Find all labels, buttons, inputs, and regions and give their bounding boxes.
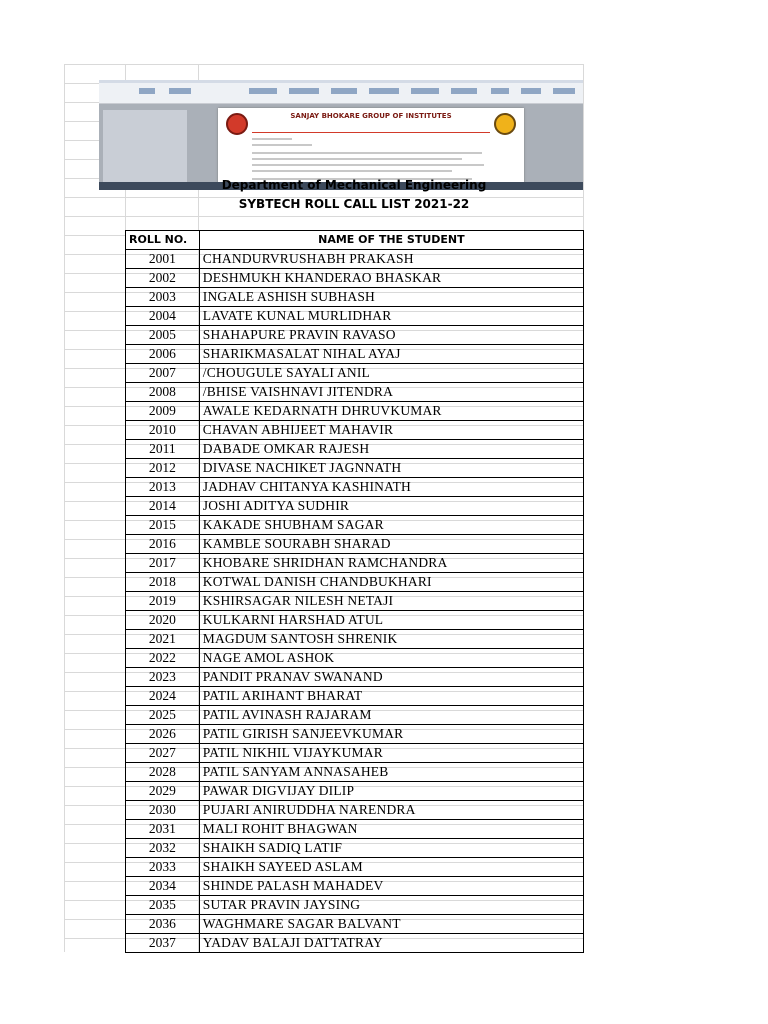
student-name-cell: INGALE ASHISH SUBHASH [199, 288, 583, 307]
student-name-cell: AWALE KEDARNATH DHRUVKUMAR [199, 402, 583, 421]
student-name-cell: SHARIKMASALAT NIHAL AYAJ [199, 345, 583, 364]
roll-number-cell: 2005 [126, 326, 200, 345]
student-name-cell: DABADE OMKAR RAJESH [199, 440, 583, 459]
roll-number-cell: 2006 [126, 345, 200, 364]
student-name-cell: KHOBARE SHRIDHAN RAMCHANDRA [199, 554, 583, 573]
table-row [126, 288, 584, 307]
roll-number-cell: 2002 [126, 269, 200, 288]
student-name-cell: /BHISE VAISHNAVI JITENDRA [199, 383, 583, 402]
student-name-cell: DIVASE NACHIKET JAGNNATH [199, 459, 583, 478]
roll-number-cell: 2003 [126, 288, 200, 307]
student-name-cell: SUTAR PRAVIN JAYSING [199, 896, 583, 915]
roll-number-cell: 2010 [126, 421, 200, 440]
student-name-cell: KAKADE SHUBHAM SAGAR [199, 516, 583, 535]
table-row [126, 858, 584, 877]
roll-number-cell: 2014 [126, 497, 200, 516]
roll-number-cell: 2007 [126, 364, 200, 383]
table-row [126, 649, 584, 668]
roll-number-cell: 2023 [126, 668, 200, 687]
roll-number-cell: 2037 [126, 934, 200, 953]
student-name-cell: PATIL SANYAM ANNASAHEB [199, 763, 583, 782]
student-name-header: NAME OF THE STUDENT [199, 231, 583, 250]
roll-number-cell: 2013 [126, 478, 200, 497]
table-row [126, 573, 584, 592]
spreadsheet-area [64, 64, 584, 952]
student-name-cell: DESHMUKH KHANDERAO BHASKAR [199, 269, 583, 288]
roll-number-cell: 2032 [126, 839, 200, 858]
table-row [126, 421, 584, 440]
table-row [126, 459, 584, 478]
table-row [126, 896, 584, 915]
table-row [126, 383, 584, 402]
table-row [126, 554, 584, 573]
embedded-ribbon [99, 80, 583, 104]
student-name-cell: SHAIKH SAYEED ASLAM [199, 858, 583, 877]
student-name-cell: PATIL ARIHANT BHARAT [199, 687, 583, 706]
table-row [126, 516, 584, 535]
student-name-cell: JOSHI ADITYA SUDHIR [199, 497, 583, 516]
student-name-cell: CHAVAN ABHIJEET MAHAVIR [199, 421, 583, 440]
table-row [126, 820, 584, 839]
roll-number-cell: 2022 [126, 649, 200, 668]
roll-number-cell: 2025 [126, 706, 200, 725]
roll-number-cell: 2008 [126, 383, 200, 402]
table-row [126, 611, 584, 630]
table-row [126, 915, 584, 934]
student-name-cell: LAVATE KUNAL MURLIDHAR [199, 307, 583, 326]
table-row [126, 250, 584, 269]
roll-number-cell: 2034 [126, 877, 200, 896]
student-name-cell: MALI ROHIT BHAGWAN [199, 820, 583, 839]
student-name-cell: WAGHMARE SAGAR BALVANT [199, 915, 583, 934]
table-row [126, 592, 584, 611]
table-row [126, 725, 584, 744]
roll-number-cell: 2033 [126, 858, 200, 877]
roll-number-cell: 2031 [126, 820, 200, 839]
table-row [126, 307, 584, 326]
student-name-cell: CHANDURVRUSHABH PRAKASH [199, 250, 583, 269]
table-row [126, 440, 584, 459]
roll-call-table [125, 230, 584, 953]
roll-number-cell: 2021 [126, 630, 200, 649]
roll-number-cell: 2024 [126, 687, 200, 706]
table-row [126, 402, 584, 421]
student-name-cell: JADHAV CHITANYA KASHINATH [199, 478, 583, 497]
table-row [126, 364, 584, 383]
table-row [126, 934, 584, 953]
table-row [126, 877, 584, 896]
table-row [126, 478, 584, 497]
student-name-cell: SHINDE PALASH MAHADEV [199, 877, 583, 896]
roll-call-list-title: SYBTECH ROLL CALL LIST 2021-22 [238, 197, 470, 211]
table-row [126, 269, 584, 288]
table-header-row [126, 231, 584, 250]
table-row [126, 782, 584, 801]
embedded-navigation-pane [103, 110, 187, 182]
roll-number-cell: 2004 [126, 307, 200, 326]
roll-number-cell: 2018 [126, 573, 200, 592]
student-name-cell: PAWAR DIGVIJAY DILIP [199, 782, 583, 801]
roll-number-cell: 2020 [126, 611, 200, 630]
roll-number-cell: 2011 [126, 440, 200, 459]
student-name-cell: PANDIT PRANAV SWANAND [199, 668, 583, 687]
student-name-cell: NAGE AMOL ASHOK [199, 649, 583, 668]
student-name-cell: KAMBLE SOURABH SHARAD [199, 535, 583, 554]
table-row [126, 630, 584, 649]
table-row [126, 706, 584, 725]
student-name-cell: KOTWAL DANISH CHANDBUKHARI [199, 573, 583, 592]
embedded-screenshot [99, 80, 583, 190]
roll-number-cell: 2001 [126, 250, 200, 269]
student-name-cell: SHAIKH SADIQ LATIF [199, 839, 583, 858]
roll-number-cell: 2019 [126, 592, 200, 611]
table-row [126, 744, 584, 763]
student-name-cell: SHAHAPURE PRAVIN RAVASO [199, 326, 583, 345]
roll-number-cell: 2017 [126, 554, 200, 573]
student-name-cell: KSHIRSAGAR NILESH NETAJI [199, 592, 583, 611]
student-name-cell: KULKARNI HARSHAD ATUL [199, 611, 583, 630]
table-row [126, 535, 584, 554]
table-row [126, 497, 584, 516]
student-name-cell: /CHOUGULE SAYALI ANIL [199, 364, 583, 383]
roll-number-cell: 2026 [126, 725, 200, 744]
table-row [126, 326, 584, 345]
institute-seal-left [226, 113, 248, 135]
table-row [126, 763, 584, 782]
student-name-cell: PATIL NIKHIL VIJAYKUMAR [199, 744, 583, 763]
table-row [126, 345, 584, 364]
student-name-cell: YADAV BALAJI DATTATRAY [199, 934, 583, 953]
roll-number-cell: 2012 [126, 459, 200, 478]
roll-no-header: ROLL NO. [126, 231, 200, 250]
roll-number-cell: 2016 [126, 535, 200, 554]
student-name-cell: MAGDUM SANTOSH SHRENIK [199, 630, 583, 649]
student-name-cell: PATIL AVINASH RAJARAM [199, 706, 583, 725]
table-row [126, 668, 584, 687]
roll-number-cell: 2009 [126, 402, 200, 421]
student-name-cell: PUJARI ANIRUDDHA NARENDRA [199, 801, 583, 820]
student-name-cell: PATIL GIRISH SANJEEVKUMAR [199, 725, 583, 744]
roll-number-cell: 2027 [126, 744, 200, 763]
roll-number-cell: 2035 [126, 896, 200, 915]
table-row [126, 839, 584, 858]
institute-seal-right [494, 113, 516, 135]
organization-name: SANJAY BHOKARE GROUP OF INSTITUTES [290, 112, 452, 120]
department-title: Department of Mechanical Engineering [221, 178, 487, 192]
roll-number-cell: 2030 [126, 801, 200, 820]
roll-number-cell: 2028 [126, 763, 200, 782]
table-row [126, 687, 584, 706]
roll-number-cell: 2029 [126, 782, 200, 801]
roll-number-cell: 2036 [126, 915, 200, 934]
table-row [126, 801, 584, 820]
roll-number-cell: 2015 [126, 516, 200, 535]
